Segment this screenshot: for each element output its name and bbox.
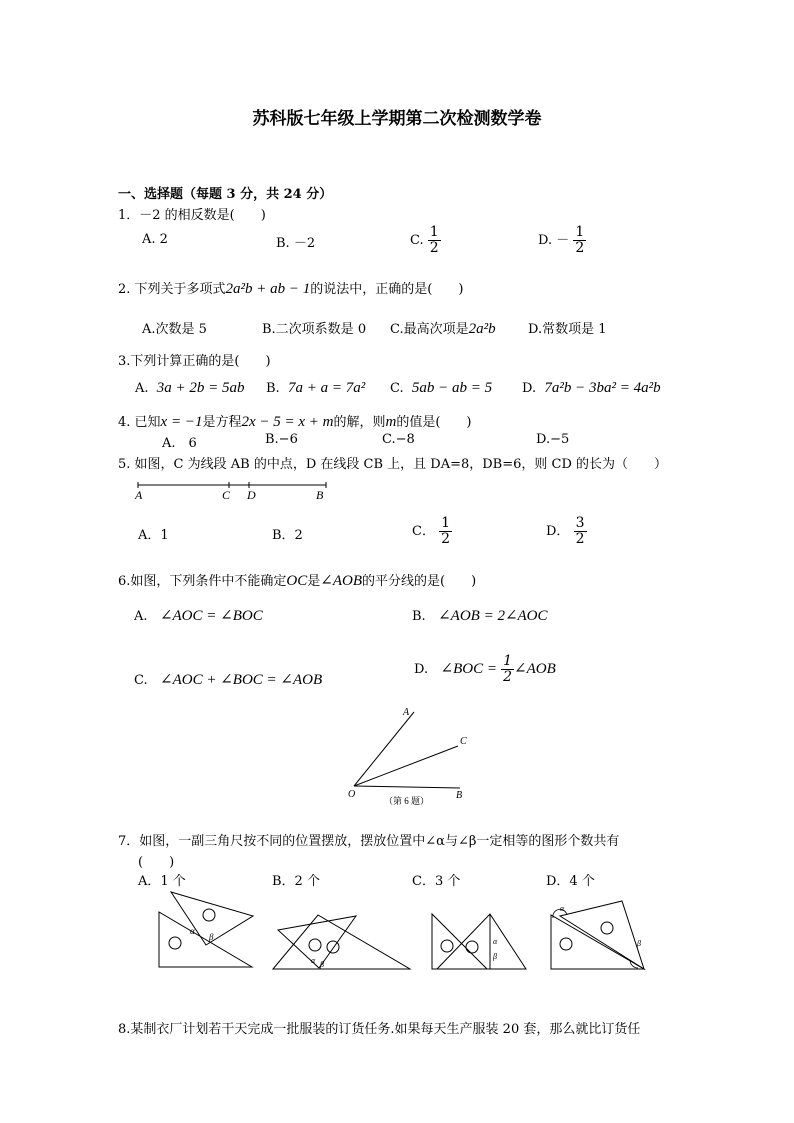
question-8-stem: 8.某制衣厂计划若干天完成一批服装的订货任务.如果每天生产服装 20 套，那么就比订货任: [118, 1022, 641, 1037]
beta-label: β: [493, 952, 497, 961]
square-hole-1: [441, 940, 453, 952]
question-2-stem: 2. 下列关于多项式2a²b + ab − 1的说法中，正确的是( ): [118, 281, 464, 297]
beta-label: β: [637, 939, 641, 948]
point-a-label: A: [135, 488, 143, 502]
q5-option-a: A．1: [138, 528, 169, 543]
question-1-stem: 1．－2 的相反数是( ): [118, 208, 266, 223]
q1-option-d-label: D. －: [538, 233, 570, 248]
ray-ob: [354, 786, 460, 788]
square-hole-1: [309, 939, 321, 951]
square-hole-2: [601, 922, 613, 934]
page-title: 苏科版七年级上学期第二次检测数学卷: [252, 109, 542, 129]
fig-label-a: A: [403, 707, 410, 718]
point-d-label: D: [247, 488, 256, 502]
question-4-stem: 4. 已知x = −1是方程2x − 5 = x + m的解，则m的值是( ): [118, 414, 472, 430]
beta-label: β: [209, 932, 214, 942]
fig-label-c: C: [460, 736, 467, 747]
set-square-2: [278, 916, 356, 968]
q3-option-a: A. 3a + 2b = 5ab: [135, 380, 245, 396]
q7-option-c: C．3 个: [412, 874, 461, 889]
q1-option-c-label: C.: [410, 233, 424, 248]
q7-figure-1: [156, 890, 256, 970]
question-3-stem: 3.下列计算正确的是( ): [118, 354, 271, 369]
square-hole-2: [466, 941, 478, 953]
q4-option-a: A. 6: [162, 436, 197, 451]
q6-option-b: B. ∠AOB = 2∠AOC: [412, 608, 548, 624]
q4-option-d: D.−5: [536, 432, 570, 447]
q7-figure-4: [548, 898, 648, 972]
q2-option-b: B.二次项系数是 0: [262, 322, 367, 337]
alpha-label: α: [493, 937, 498, 946]
q4-option-b: B.−6: [265, 432, 298, 447]
q3-option-b: B. 7a + a = 7a²: [266, 380, 366, 396]
q1-option-c-fraction: $\frac{1}{2}$: [429, 224, 439, 256]
square-hole-2: [203, 909, 215, 921]
alpha-label: α: [560, 904, 565, 913]
question-5-stem: 5. 如图，C 为线段 AB 的中点，D 在线段 CB 上，且 DA=8，DB=6，则 CD 的长为（ ）: [118, 457, 668, 472]
section-heading: 一、选择题（每题 3 分，共 24 分）: [118, 187, 333, 202]
q6-option-c: C. ∠AOC + ∠BOC = ∠AOB: [134, 672, 323, 688]
point-b-label: B: [316, 488, 324, 502]
set-square-1: [273, 915, 410, 969]
square-hole-1: [169, 937, 181, 949]
q3-option-d: D. 7a²b − 3ba² = 4a²b: [522, 380, 661, 396]
q1-option-d-fraction: $\frac{1}{2}$: [575, 224, 585, 256]
question-7-stem: 7．如图，一副三角尺按不同的位置摆放，摆放位置中∠α与∠β一定相等的图形个数共有: [118, 834, 620, 849]
question-7-paren: ( ): [138, 855, 175, 870]
set-square-1: [432, 914, 487, 969]
set-square-2: [560, 901, 644, 969]
q7-option-b: B．2 个: [272, 874, 320, 889]
alpha-label: α: [190, 926, 195, 936]
q5-segment-figure: [130, 476, 340, 502]
alpha-label: α: [311, 956, 316, 965]
question-6-stem: 6.如图，下列条件中不能确定OC是∠AOB的平分线的是( ): [118, 573, 477, 589]
square-hole-2: [327, 941, 339, 953]
q1-option-d: [538, 225, 586, 256]
fig-caption: （第 6 题）: [384, 796, 430, 806]
q5-option-d: D． $\frac{3}{2}$: [546, 515, 585, 547]
q7-option-a: A．1 个: [138, 874, 186, 889]
q4-option-c: C.−8: [382, 432, 415, 447]
q6-option-d: D. ∠BOC = $\frac{1}{2}$ ∠AOB: [414, 653, 556, 685]
q2-option-d: D.常数项是 1: [528, 322, 607, 337]
q1-option-b: B. －2: [276, 236, 316, 251]
q1-option-c: [410, 225, 441, 256]
q1-option-a: A. 2: [142, 232, 168, 247]
q6-angle-figure: [340, 702, 480, 808]
q2-option-a: A.次数是 5: [142, 322, 207, 337]
q3-option-c: C. 5ab − ab = 5: [390, 380, 493, 396]
beta-label: β: [320, 960, 324, 969]
square-hole-1: [560, 938, 572, 950]
fig-label-b: B: [456, 790, 463, 801]
q7-option-d: D．4 个: [546, 874, 595, 889]
q7-figure-3: [430, 912, 530, 972]
q2-option-c: C.最高次项是2a²b: [390, 321, 496, 337]
q2-polynomial: 2a²b + ab − 1: [225, 281, 311, 297]
point-c-label: C: [222, 488, 231, 502]
q5-option-c: C． $\frac{1}{2}$: [412, 515, 451, 547]
q6-option-a: A. ∠AOC = ∠BOC: [134, 608, 263, 624]
fig-label-o: O: [348, 789, 356, 800]
q5-option-b: B．2: [272, 528, 303, 543]
q7-figure-2: [272, 910, 414, 972]
